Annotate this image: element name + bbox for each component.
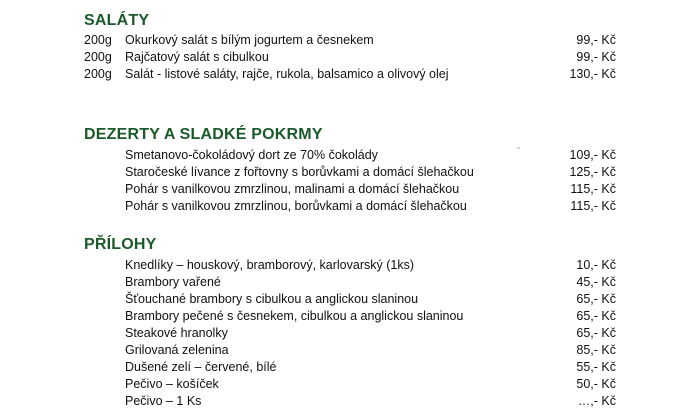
item-name: Pohár s vanilkovou zmrzlinou, borůvkami a domácí šlehačkou (125, 199, 467, 213)
item-name: Salát - listové saláty, rajče, rukola, balsamico a olivový olej (125, 67, 449, 81)
item-name: Pohár s vanilkovou zmrzlinou, malinami a domácí šlehačkou (125, 182, 460, 196)
item-name: Grilovaná zelenina (125, 343, 229, 357)
item-name: Šťouchané brambory s cibulkou a anglickou slaninou (125, 292, 419, 306)
item-price: 125,- Kč (569, 165, 616, 179)
item-quantity: 200g (84, 33, 112, 47)
item-name: Smetanovo-čokoládový dort ze 70% čokolády (125, 148, 378, 162)
menu-item (0, 291, 700, 308)
menu-item (0, 257, 700, 274)
menu-item (0, 66, 700, 83)
menu-item (0, 359, 700, 376)
item-price: 45,- Kč (576, 275, 616, 289)
item-name: Steakové hranolky (125, 326, 228, 340)
item-price: 65,- Kč (576, 326, 616, 340)
item-name: Staročeské lívance z fořtovny s borůvkami a domácí šlehačkou (125, 165, 474, 179)
item-name: Brambory pečené s česnekem, cibulkou a anglickou slaninou (125, 309, 464, 323)
item-price: 55,- Kč (576, 360, 616, 374)
item-price: 115,- Kč (570, 182, 616, 196)
item-price: 10,- Kč (576, 258, 616, 272)
menu-item (0, 325, 700, 342)
item-name: Okurkový salát s bílým jogurtem a česnekem (125, 33, 374, 47)
item-price: 99,- Kč (576, 50, 616, 64)
menu-item (0, 32, 700, 49)
menu-item (0, 274, 700, 291)
item-price: 85,- Kč (576, 343, 616, 357)
item-name: Pečivo – 1 Ks (125, 394, 202, 408)
item-price: 109,- Kč (569, 148, 616, 162)
item-price: 99,- Kč (576, 33, 616, 47)
item-price: 115,- Kč (570, 199, 616, 213)
item-name: Dušené zelí – červené, bílé (125, 360, 277, 374)
section-heading-prilohy: PŘÍLOHY (84, 236, 157, 253)
item-name: Knedlíky – houskový, bramborový, karlovarský (1ks) (125, 258, 414, 272)
item-name: Rajčatový salát s cibulkou (125, 50, 269, 64)
section-heading-salaty: SALÁTY (84, 12, 150, 29)
stray-mark: ¨ (517, 146, 520, 156)
item-name: Pečivo – košíček (125, 377, 219, 391)
item-price: …,- Kč (577, 394, 616, 408)
menu-item (0, 393, 700, 410)
section-heading-dezerty: DEZERTY A SLADKÉ POKRMY (84, 126, 323, 143)
item-quantity: 200g (84, 50, 112, 64)
item-name: Brambory vařené (125, 275, 221, 289)
item-price: 50,- Kč (576, 377, 616, 391)
menu-item (0, 376, 700, 393)
item-price: 65,- Kč (576, 292, 616, 306)
item-price: 130,- Kč (569, 67, 616, 81)
item-price: 65,- Kč (576, 309, 616, 323)
menu-item (0, 147, 700, 164)
menu-item (0, 308, 700, 325)
menu-item (0, 342, 700, 359)
menu-item (0, 181, 700, 198)
item-quantity: 200g (84, 67, 112, 81)
menu-item (0, 164, 700, 181)
menu-item (0, 198, 700, 215)
menu-item (0, 49, 700, 66)
